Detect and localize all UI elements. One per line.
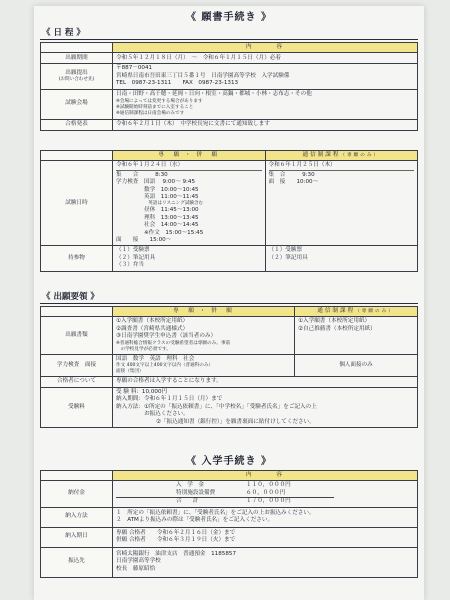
req-docs-left: ①入学願書（本校所定用紙） ②調査書（宮崎県共通様式） ③日南学園奨学生申込書（該当者のみ） ※普通科総合情報クラスの受験希望者は専願のみ。事前 の学校見学が必須です。 — [113, 317, 295, 354]
req-docs-right: ①入学願書（本校所定用紙） ②自己推薦書（本校所定用紙） — [295, 317, 418, 354]
application-document — [34, 6, 424, 600]
admission-title: 《 入学手続き 》 — [186, 456, 272, 467]
submit-value: 〒887－0041 宮崎県日南市吾田東三丁目５番１号 日南学園高等学校 入学試験係 TEL 0987-23-1311 FAX 0987-23-1313 — [113, 64, 418, 89]
requirements-table — [40, 306, 418, 428]
row-label-venue: 試験会場 — [41, 89, 113, 119]
adm-method-value: １ 所定の「振込依頼書」に、「受験者氏名」をご記入の上お振込みください。 ２ ATMより振込みの際は「受験者氏名」をご記入ください。 — [113, 507, 418, 527]
result-value: 令和６年２月１日（木） 中学校長宛に文書にて通知致します — [113, 119, 418, 130]
schedule-table — [40, 42, 418, 131]
adm-period-label: 納入期日 — [41, 527, 113, 547]
schedule-header: 内 容 — [113, 43, 418, 53]
period-value: 令和５年１２月１８日（月） ～ 令和６年１月１５日（月）必着 — [113, 53, 418, 64]
row-label-period: 出願期間 — [41, 53, 113, 64]
apply-procedure-title: 《 願書手続き 》 — [186, 12, 272, 23]
admission-table — [40, 470, 418, 578]
exam-items-right: （１）受験票 （２）筆記用具 — [265, 246, 418, 271]
exam-col-senkan: 専 願 ・ 併 願 — [113, 151, 266, 161]
req-test-label: 学力検査 面接 — [41, 354, 113, 376]
exam-items-label: 持参物 — [41, 246, 113, 271]
exam-datetime-label: 試験日時 — [41, 161, 113, 246]
adm-method-label: 納入方法 — [41, 507, 113, 527]
admission-header: 内 容 — [113, 471, 418, 481]
req-fee-label: 受験料 — [41, 388, 113, 428]
schedule-title: 《 日 程 》 — [40, 28, 418, 40]
req-pass-label: 合格者について — [41, 377, 113, 388]
exam-col-tsushin: 通信制課程（専願のみ） — [265, 151, 418, 161]
adm-bank-label: 振込先 — [41, 547, 113, 577]
venue-value: 日南・田野・高千穂・延岡・日向・根室・高鍋・都城・小林・志布志・その他 ※会場によっては変更する場合があります ※試験開始時刻前までに入室すること ※通信制課程は日南会場のみです — [113, 89, 418, 119]
fee-row: 入 学 金 １１０，０００円 — [176, 482, 291, 489]
adm-fee-label: 納付金 — [41, 481, 113, 507]
fee-row: 特別施設設備費 ６０，０００円 — [176, 489, 286, 496]
req-test-left: 国語 数学 英語 理科 社会 作文 400文字以上400文字以内（普通科のみ） 面接（集団） — [113, 354, 295, 376]
req-col-senkan: 専 願 ・ 併 願 — [113, 307, 295, 317]
exam-datetime-right: 令和６年１月２５日（木） 集 合 9:30 面 接 10:00～ — [265, 161, 418, 246]
req-fee-value: 受 験 料：10,000円 納入期間：令和６年１月１５日（月）まで 納入方法：①所定の「振込依頼書」に、「中学校名」「受験者氏名」をご記入の上 お振込ください。 ②「振込通知書（銀行控）」を願書裏面に貼付けしてください。 — [113, 388, 418, 428]
req-col-tsushin: 通信制課程（専願のみ） — [295, 307, 418, 317]
req-pass-value: 専願の合格者は入学することになります。 — [113, 377, 418, 388]
requirements-title: 《 出願要領 》 — [40, 292, 418, 304]
adm-fee-value — [113, 481, 418, 507]
exam-table — [40, 150, 418, 272]
adm-period-value: 専願 合格者 令和６年２月１６日（金）まで 併願 合格者 令和６年３月１９日（火）まで — [113, 527, 418, 547]
adm-bank-value: 宮崎太陽銀行 油津支店 普通預金 1185857 日南学園高等学校 校長 藤原昭恰 — [113, 547, 418, 577]
req-docs-label: 出願書類 — [41, 317, 113, 354]
req-test-right: 個人面接のみ — [295, 354, 418, 376]
fee-row-total: 合 計 １７０，０００円 — [116, 497, 334, 505]
exam-datetime-left: 令和６年１月２４日（水） 集 合 8:30 学力検査 国語 9:00～ 9:45 数学 10:00～10:45 英語 11:00～11:45 英語はリスニング試験含む 昼休 11:45～13:00 理科 13:00～13:45 社会 14:00～14:45 ※作文 15:00～15:45 面 接 15:00～ — [113, 161, 266, 246]
row-label-submit: 出願提出 (お問い合わせ先) — [41, 64, 113, 89]
exam-items-left: （１）受験票 （２）筆記用具 （３）弁当 — [113, 246, 266, 271]
row-label-result: 合格発表 — [41, 119, 113, 130]
